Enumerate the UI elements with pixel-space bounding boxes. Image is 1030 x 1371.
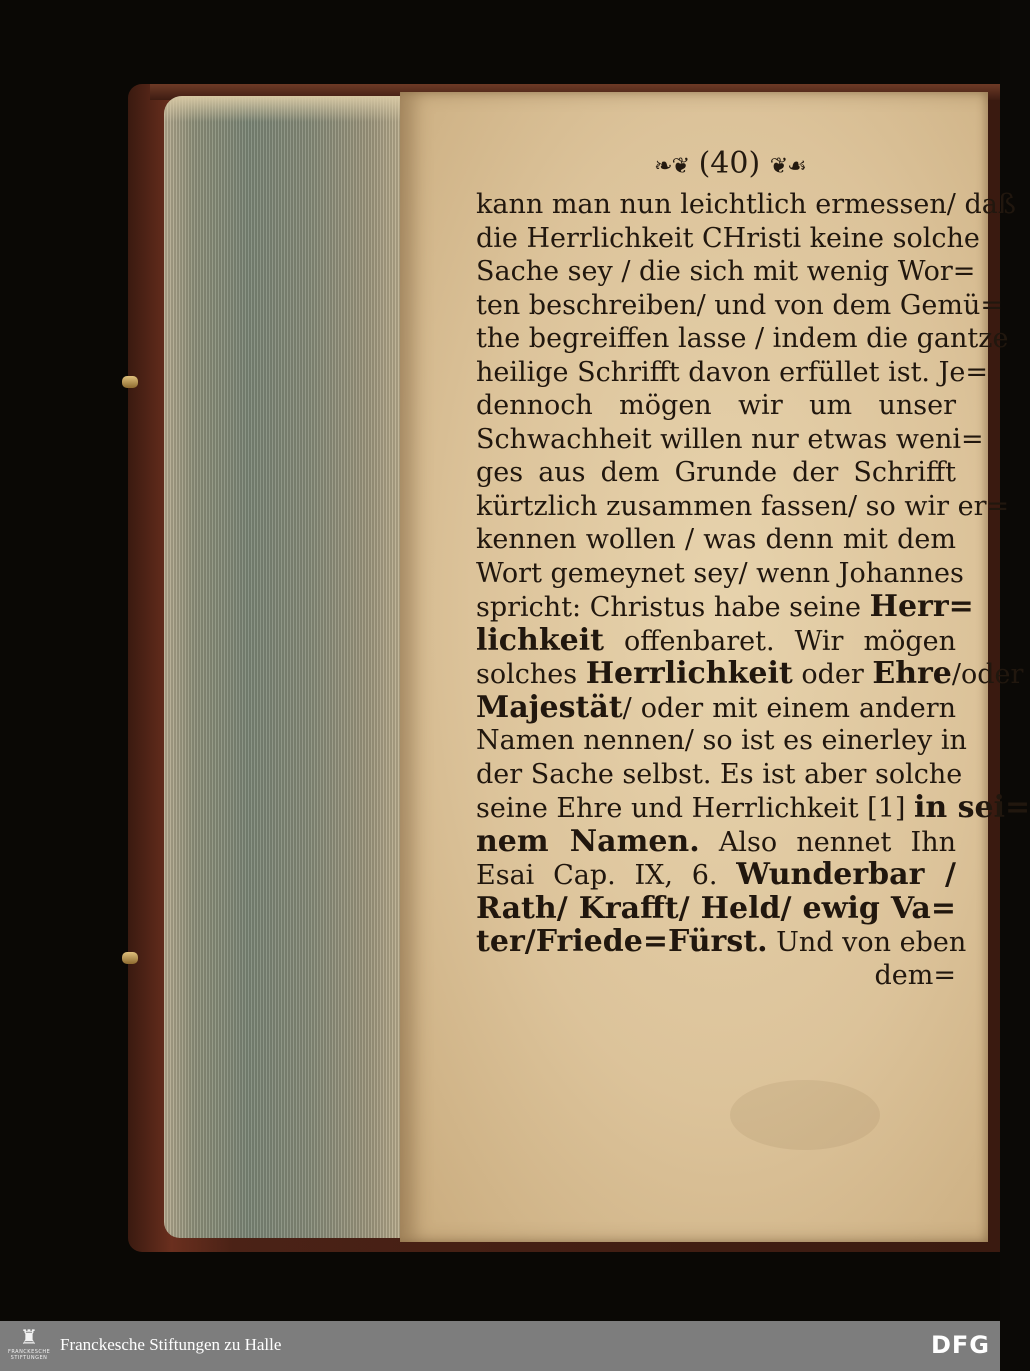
line-text: der Sache selbst. Es ist aber solche (476, 758, 963, 790)
line-text: Esai Cap. IX, 6. (476, 860, 737, 891)
text-line (476, 691, 956, 725)
text-line (476, 188, 1016, 222)
line-text: kürtzlich zusammen fassen/ so wir er= (476, 490, 1010, 522)
clasp-pin (122, 376, 138, 388)
institution-logo[interactable] (8, 1325, 50, 1367)
clasp-pin (122, 952, 138, 964)
line-text: the begreiffen lasse / indem die gantze (476, 323, 1009, 354)
text-line (476, 255, 976, 289)
text-line (476, 825, 956, 859)
line-text: kann man nun leichtlich ermessen/ daß (476, 189, 1016, 220)
text-line (476, 758, 963, 792)
line-text: oder (792, 659, 873, 690)
emphasis-text: Herrlichkeit (585, 656, 793, 691)
text-line (476, 557, 964, 591)
text-line (476, 456, 956, 490)
line-text: heilige Schrifft davon erfüllet ist. Je= (476, 356, 989, 388)
line-text: solches (476, 659, 586, 690)
text-line (476, 356, 989, 390)
emphasis-text: Rath/ Krafft/ Held/ ewig Va= (476, 890, 956, 926)
emphasis-text: ter/Friede=Fürst. (476, 924, 768, 959)
emphasis-text: Majestät (476, 689, 623, 725)
emphasis-text: Wunderbar / (736, 857, 956, 892)
line-text: / oder mit einem andern (622, 692, 956, 724)
text-line (476, 892, 956, 926)
emphasis-text: in sei= (914, 790, 1030, 825)
page-header (630, 144, 830, 184)
dfg-logo[interactable]: DFG (930, 1331, 990, 1359)
catchword: dem= (874, 959, 956, 991)
line-text: /oder (951, 659, 1024, 690)
line-text: die Herrlichkeit CHristi keine solche (476, 222, 980, 254)
line-text: Also nennet Ihn (699, 826, 956, 858)
line-text: ges aus dem Grunde der Schrifft (476, 457, 956, 488)
page-number: (40) (698, 146, 761, 181)
line-text: Namen nennen/ so ist es einerley in (476, 725, 967, 756)
line-text: Wort gemeynet sey/ wenn Johannes (476, 557, 964, 589)
text-line (476, 389, 956, 423)
line-text: Sache sey / die sich mit wenig Wor= (476, 256, 976, 287)
institution-name[interactable]: Franckesche Stiftungen zu Halle (60, 1335, 282, 1354)
catchword-line (476, 959, 956, 993)
line-text: dennoch mögen wir um unser (476, 390, 956, 421)
page-stain (730, 1080, 880, 1150)
logo-caption: FRANCKESCHE STIFTUNGEN (8, 1349, 51, 1361)
text-line (476, 656, 1024, 691)
line-text: Und von eben (767, 927, 967, 958)
text-line (476, 589, 974, 624)
line-text: spricht: Christus habe seine (476, 592, 870, 623)
page-body-text (476, 188, 1030, 992)
line-text: Schwachheit willen nur etwas weni= (476, 423, 984, 455)
line-text: seine Ehre und Herrlichkeit [1] (476, 793, 914, 824)
emphasis-text: Herr= (869, 589, 974, 624)
line-text: offenbaret. Wir mögen (604, 625, 956, 657)
emphasis-text: lichkeit (476, 622, 604, 658)
text-line (476, 790, 1030, 825)
text-line (476, 490, 1010, 524)
text-line (476, 924, 967, 959)
text-line (476, 523, 956, 557)
text-line (476, 322, 1009, 356)
header-ornament-right: ❦☙ (769, 154, 806, 179)
emphasis-text: nem Namen. (476, 823, 700, 859)
text-line (476, 222, 980, 256)
building-icon: ♜ (20, 1325, 38, 1349)
line-text: kennen wollen / was denn mit dem (476, 524, 956, 555)
line-text: ten beschreiben/ und von dem Gemü= (476, 289, 1004, 321)
emphasis-text: Ehre (872, 656, 952, 691)
printed-page (400, 92, 1030, 1242)
text-line (476, 289, 1004, 323)
text-line (476, 624, 956, 658)
text-line (476, 724, 967, 758)
header-ornament-left: ❧❦ (654, 154, 690, 179)
page-edges (164, 96, 408, 1238)
footer-bar (0, 1321, 1000, 1371)
text-line (476, 423, 984, 457)
text-line (476, 858, 956, 892)
